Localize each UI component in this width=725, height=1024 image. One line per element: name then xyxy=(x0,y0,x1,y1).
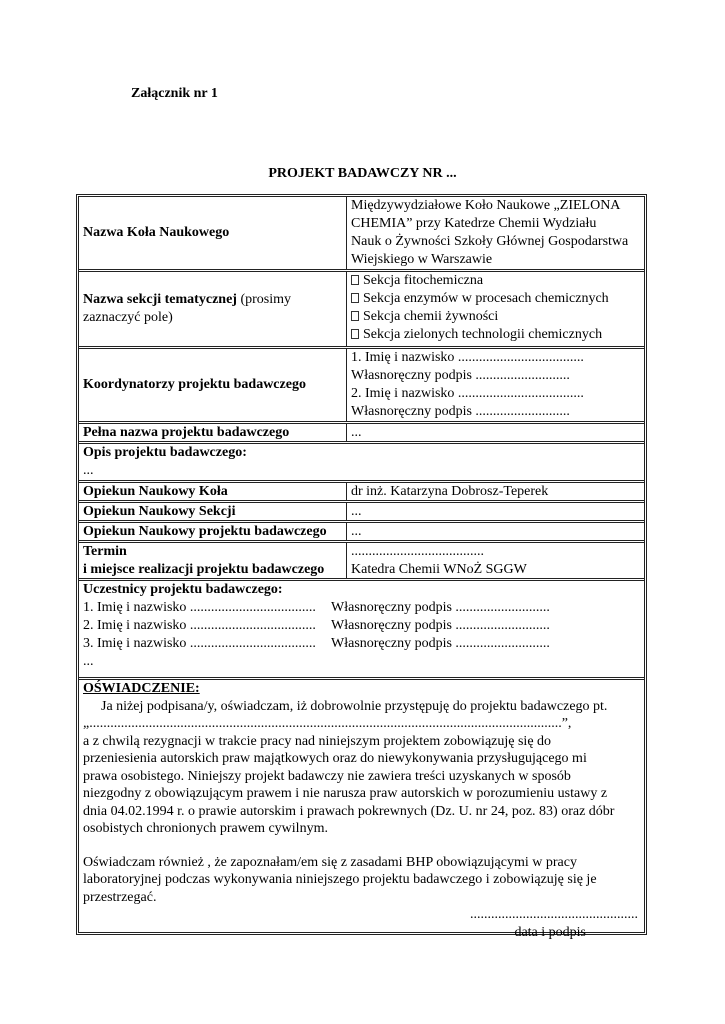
section-option[interactable] xyxy=(351,290,640,308)
row-section-supervisor xyxy=(79,500,644,520)
row-full-name xyxy=(79,421,644,441)
section-label-line2: zaznaczyć pole) xyxy=(83,310,173,325)
description-cell[interactable] xyxy=(79,444,644,480)
section-option[interactable] xyxy=(351,326,640,344)
checkbox-icon[interactable] xyxy=(351,275,359,285)
signature-label: data i podpis xyxy=(514,924,586,940)
row-term-place xyxy=(79,540,644,578)
term-value-line2: Katedra Chemii WNoŻ SGGW xyxy=(351,562,527,577)
full-name-value[interactable]: ... xyxy=(351,425,362,440)
project-supervisor-label-cell xyxy=(79,523,347,540)
bhp-line: przestrzegać. xyxy=(83,889,157,905)
coordinators-label-cell xyxy=(79,349,347,421)
project-supervisor-label: Opiekun Naukowy projektu badawczego xyxy=(83,523,327,539)
participants-more: ... xyxy=(83,654,94,669)
club-name-value-cell[interactable] xyxy=(347,197,644,269)
participant-line xyxy=(83,599,640,617)
coordinator-line: Własnoręczny podpis ........................... xyxy=(351,368,570,383)
participant-signature: Własnoręczny podpis ........................... xyxy=(331,618,550,633)
coordinators-label: Koordynatorzy projektu badawczego xyxy=(83,377,306,392)
club-name-label-cell xyxy=(79,197,347,269)
participant-line xyxy=(83,635,640,653)
coordinator-line: 1. Imię i nazwisko .................................... xyxy=(351,350,584,365)
checkbox-icon[interactable] xyxy=(351,311,359,321)
section-option[interactable] xyxy=(351,272,640,290)
club-supervisor-label-cell xyxy=(79,483,347,500)
participant-signature: Własnoręczny podpis ........................... xyxy=(331,636,550,651)
row-participants xyxy=(79,578,644,677)
club-name-line: Nauk o Żywności Szkoły Głównej Gospodarstwa xyxy=(351,234,629,249)
term-label-line1: Termin xyxy=(83,543,127,559)
section-options-cell xyxy=(347,272,644,346)
section-option-label: Sekcja zielonych technologii chemicznych xyxy=(363,327,603,342)
declaration-line: niezgodny z obowiązującym prawem i nie narusza praw autorskich w porozumieniu ustawy z xyxy=(83,786,608,801)
section-supervisor-label-cell xyxy=(79,503,347,520)
section-option-label: Sekcja enzymów w procesach chemicznych xyxy=(363,291,609,306)
declaration-line: dnia 04.02.1994 r. o prawie autorskim i prawach pokrewnych (Dz. U. nr 24, poz. 83) oraz dóbr xyxy=(83,803,615,819)
participant-name: 3. Imię i nazwisko .................................... xyxy=(83,636,316,651)
club-supervisor-value[interactable]: dr inż. Katarzyna Dobrosz-Teperek xyxy=(351,484,549,499)
club-name-line: CHEMIA” przy Katedrze Chemii Wydziału xyxy=(351,216,597,231)
description-label: Opis projektu badawczego: xyxy=(83,445,247,460)
section-supervisor-label: Opiekun Naukowy Sekcji xyxy=(83,503,236,519)
declaration-line: a z chwilą rezygnacji w trakcie pracy nad niniejszym projektem zobowiązuję się do xyxy=(83,733,552,749)
club-name-line: Międzywydziałowe Koło Naukowe „ZIELONA xyxy=(351,198,621,213)
participants-cell[interactable] xyxy=(79,581,644,677)
declaration-title: OŚWIADCZENIE: xyxy=(83,681,200,696)
section-option[interactable] xyxy=(351,308,640,326)
description-value: ... xyxy=(83,463,94,478)
declaration-line: Ja niżej podpisana/y, oświadczam, iż dobrowolnie przystępuję do projektu badawczego pt. xyxy=(101,698,608,714)
club-supervisor-label: Opiekun Naukowy Koła xyxy=(83,483,228,499)
section-label-bold: Nazwa sekcji tematycznej xyxy=(83,292,237,307)
declaration-line: „.......................................................................................................................................”, xyxy=(83,716,572,731)
row-section xyxy=(79,269,644,346)
club-name-line: Wiejskiego w Warszawie xyxy=(351,252,493,267)
declaration-line: przeniesienia autorskich praw majątkowych oraz do niewykonywania przysługującego mi xyxy=(83,751,587,766)
project-supervisor-value[interactable]: ... xyxy=(351,524,362,539)
section-label-rest: (prosimy xyxy=(236,292,292,307)
declaration-line: prawa osobistego. Niniejszy projekt badawczy nie zawiera treści uzyskanych w sposób xyxy=(83,768,571,784)
participant-line xyxy=(83,617,640,635)
row-declaration xyxy=(79,677,644,940)
row-project-supervisor xyxy=(79,520,644,540)
declaration-line: osobistych chronionych prawem cywilnym. xyxy=(83,821,328,836)
row-club-supervisor xyxy=(79,480,644,500)
section-option-label: Sekcja fitochemiczna xyxy=(363,273,484,288)
term-label-cell xyxy=(79,543,347,578)
checkbox-icon[interactable] xyxy=(351,293,359,303)
participant-name: 2. Imię i nazwisko .................................... xyxy=(83,618,316,633)
coordinator-line: 2. Imię i nazwisko .................................... xyxy=(351,386,584,401)
full-name-label: Pełna nazwa projektu badawczego xyxy=(83,424,290,440)
coordinators-value-cell[interactable] xyxy=(347,349,644,421)
term-value-line1: ...................................... xyxy=(351,544,484,559)
bhp-line: laboratoryjnej podczas wykonywania niniejszego projektu badawczego i zobowiązuję się je xyxy=(83,872,597,887)
participant-name: 1. Imię i nazwisko .................................... xyxy=(83,600,316,615)
term-value-cell[interactable] xyxy=(347,543,644,578)
coordinator-line: Własnoręczny podpis ........................... xyxy=(351,404,570,419)
document-title: PROJEKT BADAWCZY NR ... xyxy=(268,166,457,181)
participant-signature: Własnoręczny podpis ........................... xyxy=(331,600,550,615)
term-label-line2: i miejsce realizacji projektu badawczego xyxy=(83,561,325,577)
section-supervisor-value[interactable]: ... xyxy=(351,504,362,519)
project-form-table xyxy=(76,194,647,940)
row-club-name xyxy=(79,197,644,269)
section-option-label: Sekcja chemii żywności xyxy=(363,309,499,324)
signature-line[interactable]: ................................................ xyxy=(470,907,638,922)
checkbox-icon[interactable] xyxy=(351,329,359,339)
declaration-cell xyxy=(79,680,644,940)
annex-label: Załącznik nr 1 xyxy=(131,86,218,101)
full-name-label-cell xyxy=(79,424,347,441)
participants-label: Uczestnicy projektu badawczego: xyxy=(83,582,283,597)
declaration-spacer xyxy=(83,838,640,854)
section-label-cell xyxy=(79,272,347,346)
row-description xyxy=(79,441,644,480)
club-name-label: Nazwa Koła Naukowego xyxy=(83,225,230,240)
bhp-line: Oświadczam również , że zapoznałam/em się z zasadami BHP obowiązującymi w pracy xyxy=(83,854,577,870)
row-coordinators xyxy=(79,346,644,421)
